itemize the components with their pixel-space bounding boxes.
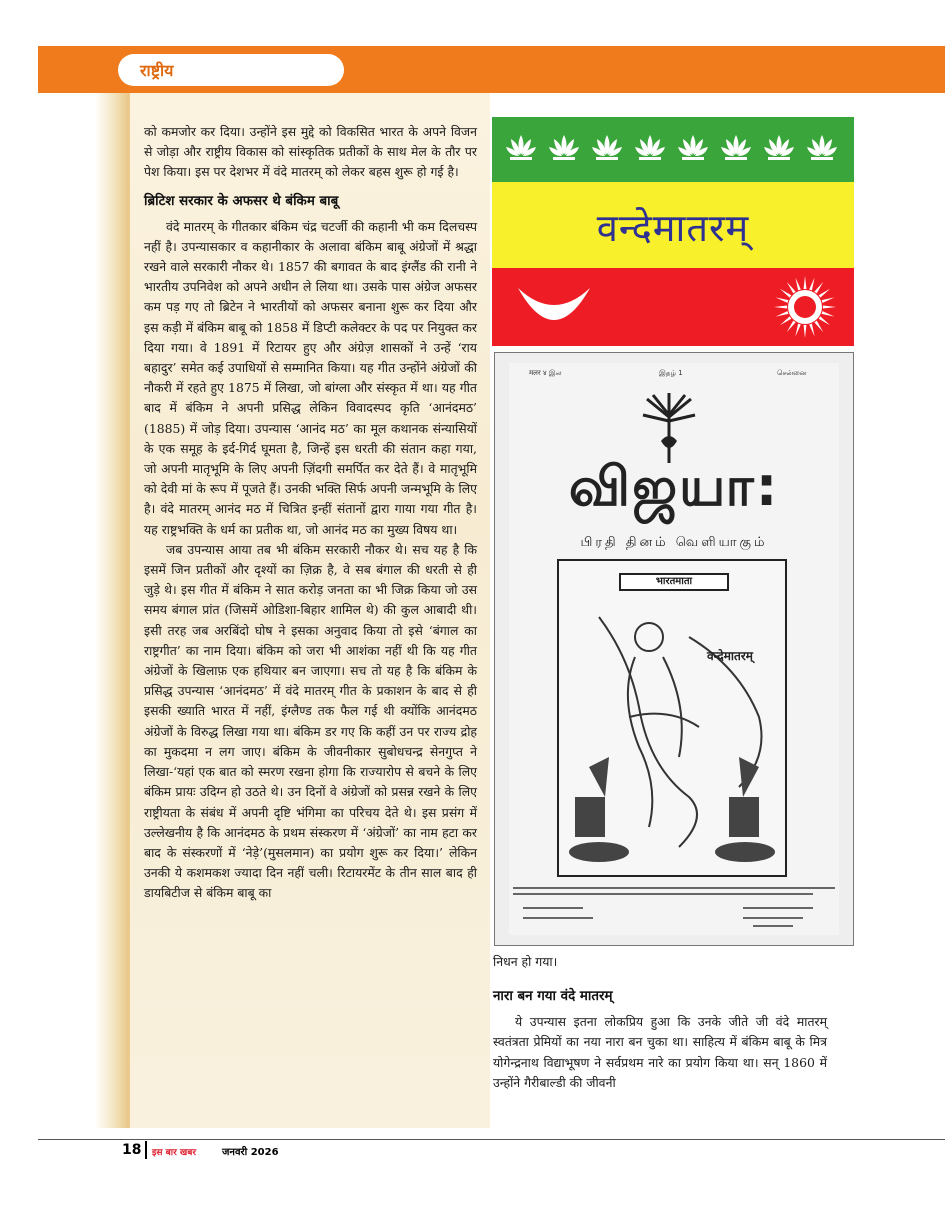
page-number: 18 (122, 1142, 142, 1158)
article-paragraph-3: ये उपन्यास इतना लोकप्रिय हुआ कि उनके जीते जी वंदे मातरम् स्वतंत्रता प्रेमियों का नया नारा बन चुका था। साहित्य में बंकिम बाबू के मित्र योगेन्द्रनाथ विद्याभूषण ने सर्वप्रथम नारे का प्रयोग किया था। सन् 1860 में उन्होंने गैरीबाल्डी की जीवनी (493, 1014, 827, 1090)
article-subheading-1: ब्रिटिश सरकार के अफसर थे बंकिम बाबू (144, 193, 339, 209)
lotus-icon (762, 131, 796, 165)
section-pill (118, 54, 344, 86)
article-paragraph-1: वंदे मातरम् के गीतकार बंकिम चंद्र चटर्जी की कहानी भी कम दिलचस्प नहीं है। उपन्यासकार व कहानीकार के अलावा बंकिम बाबू अंग्रेजों में श्रद्धा रखने वाले सरकारी नौकर थे। 1857 की बगावत के बाद इंग्लैंड की रानी ने भारतीय उपनिवेश को अपने अधीन ले लिया था। उसके पास अंग्रेज अफसर कम पड़ गए तो ब्रिटेन ने भारतीयों को अफसर बनाना शुरू कर दिया और इस कड़ी में बंकिम बाबू को 1858 में डिप्टी कलेक्टर के पद पर नियुक्त कर दिया गया। वे 1891 में रिटायर हुए और अंग्रेज़ शासकों ने उन्हें ‘राय बहादुर’ समेत कई उपाधियों से सम्मानित किया। यह गीत उन्होंने अंग्रेजों की नौकरी में रहते हुए 1875 में लिखा, जो बांग्ला और संस्कृत में था। यह गीत बाद में बंकिम ने अपनी प्रसिद्ध लेकिन विवादस्पद कृति ‘आनंदमठ’ (1885) में जोड़ दिया। उपन्यास ‘आनंद मठ’ का मूल कथानक संन्यासियों के एक समूह के इर्द-गिर्द घूमता है, जिन्हें इस धरती की संतान कहा गया, जो अपनी मातृभूमि के लिए अपनी ज़िंदगी समर्पित कर देते हैं। वे मातृभूमि को देवी मां के रूप में पूजते हैं। उनकी भक्ति सिर्फ अपनी जन्मभूमि के लिए है। वंदे मातरम् आनंद मठ में चित्रित इन्हीं संतानों द्वारा गाया गया गीत है। यह राष्ट्रभक्ति के धर्म का प्रतीक था, जो आनंद मठ का मुख्य विषय था। (144, 218, 477, 537)
vijaya-newspaper-image (494, 352, 854, 946)
poster-scroll-text: वन्देमातरम् (707, 649, 753, 663)
footer-separator (145, 1141, 147, 1159)
poster-footer-text-lines (513, 885, 835, 929)
article-paragraph-2: जब उपन्यास आया तब भी बंकिम सरकारी नौकर थे। सच यह है कि इसमें जिन प्रतीकों और दृश्यों का ज़िक्र है, वे सब बंगाल की धरती से ही जुड़े थे। इस गीत में बंकिम ने सात करोड़ जनता का भी जिक्र किया जो उस समय बंगाल प्रांत (जिसमें ओडिशा-बिहार शामिल थे) की कुल आबादी थी। इसी तरह जब अरबिंदो घोष ने इसका अनुवाद किया तो इसे ‘बंगाल का राष्ट्रगीत’ का नाम दिया। बंकिम को जरा भी आशंका नहीं थी कि यह गीत अंग्रेजों के खिलाफ़ एक हथियार बन जाएगा। सच तो यह है कि बंकिम के प्रसिद्ध उपन्यास ‘आनंदमठ’ में वंदे मातरम् गीत के प्रकाशन के बाद से ही इसकी ख्याति भारत में नहीं, इंग्लैण्ड तक फैल गई थी क्योंकि आनंदमठ अंग्रेजों के विरुद्ध लिखा गया था। बंकिम डर गए कि कहीं उन पर राज्य द्रोह का मुकदमा न लग जाए। बंकिम के जीवनीकार सुबोधचन्द्र सेनगुप्त ने लिखा-‘यहां एक बात को स्मरण रखना होगा कि राज्यारोप से बचने के लिए बंकिम प्रायः उदिग्न हो उठते थे। उन दिनों वे अंग्रेजों को प्रसन्न रखने के लिए राष्ट्रीयता के संबंध में अपनी दृष्टि भंगिमा का परिचय देते थे। इस प्रसंग में उल्लेखनीय है कि आनंदमठ के प्रथम संस्करण में ‘अंग्रेजों’ का नाम हटा कर बाद के संस्करणों में ‘नेड़े’(मुसलमान) का प्रयोग शुरू कर दिया।’ लेकिन उनकी ये कशमकश ज्यादा दिन नहीं चली। रिटायरमेंट के तीन साल बाद ही डायबिटीज से बंकिम बाबू का (144, 541, 477, 901)
flag-title: वन्देमातरम् (596, 206, 750, 250)
vandemataram-flag-image (492, 117, 854, 346)
lotus-icon (719, 131, 753, 165)
lotus-icon (633, 131, 667, 165)
poster-subtitle: பிரதி தினம் வெளியாகும் (580, 535, 768, 550)
article-intro: को कमजोर कर दिया। उन्होंने इस मुद्दे को विकसित भारत के अपने विजन से जोड़ा और राष्ट्रीय विकास को सांस्कृतिक प्रतीकों के साथ मेल के तौर पर पेश किया। इस पर देशभर में वंदे मातरम् को लेकर बहस शुरू हो गई है। (144, 124, 477, 180)
article-left-column (144, 122, 477, 904)
bharat-mata-illustration (557, 559, 787, 877)
poster-top-center: இதழ் 1 (659, 369, 683, 377)
poster-top-left: मलर ४ இல (529, 369, 562, 377)
issue-date: जनवरी 2026 (222, 1147, 279, 1158)
section-label: राष्ट्रीय (140, 61, 174, 80)
poster-title: விஜயா: (568, 455, 780, 518)
lotus-icon (547, 131, 581, 165)
lotus-icon (676, 131, 710, 165)
poster-page (509, 363, 839, 935)
poster-banner: भारतमाता (619, 573, 729, 591)
footer-divider (38, 1139, 945, 1140)
lotus-icon (590, 131, 624, 165)
article-right-column (493, 952, 827, 1093)
article-continuation: निधन हो गया। (493, 954, 558, 969)
poster-top-right: சென்னை (777, 369, 807, 377)
crescent-moon-icon (514, 282, 594, 337)
sun-icon (772, 274, 838, 340)
lotus-icon (504, 131, 538, 165)
article-subheading-2: नारा बन गया वंदे मातरम् (493, 989, 613, 1005)
magazine-logo: इस बार खबर (152, 1148, 197, 1158)
lotus-icon (805, 131, 839, 165)
bharat-mata-figure-icon (569, 597, 775, 867)
